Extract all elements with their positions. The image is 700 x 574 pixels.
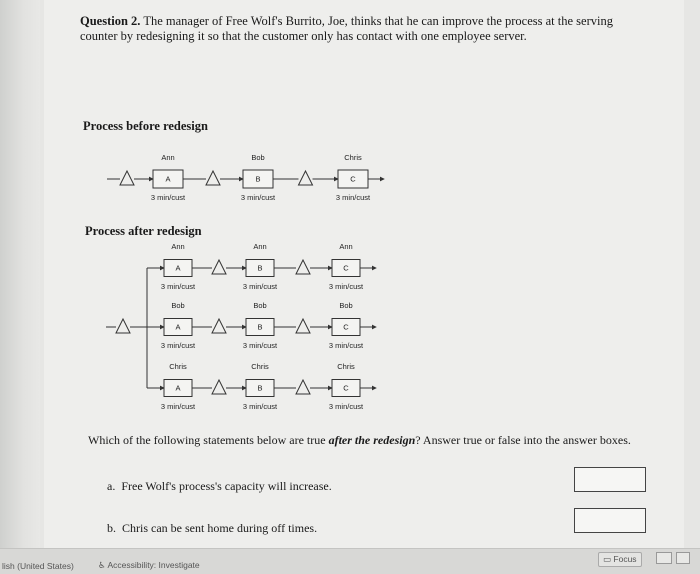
station-worker-label: Bob bbox=[251, 153, 265, 162]
station-rate-label: 3 min/cust bbox=[150, 193, 186, 202]
accessibility-icon: ♿ bbox=[98, 560, 108, 570]
station-task-label: B bbox=[257, 383, 263, 393]
print-layout-icon[interactable] bbox=[656, 552, 672, 564]
inventory-buffer-icon bbox=[116, 319, 130, 333]
statement-b bbox=[107, 521, 317, 536]
station-rate-label: 3 min/cust bbox=[328, 402, 364, 411]
station-task-label: B bbox=[257, 263, 263, 273]
inventory-buffer-icon bbox=[296, 260, 310, 274]
inventory-buffer-icon bbox=[212, 319, 226, 333]
station-rate-label: 3 min/cust bbox=[242, 282, 278, 291]
station-worker-label: Ann bbox=[161, 153, 175, 162]
station-worker-label: Ann bbox=[171, 242, 185, 251]
station-task-label: C bbox=[343, 263, 349, 273]
prompt-emphasis: after the redesign bbox=[328, 433, 416, 447]
after-process-flow bbox=[106, 242, 376, 411]
station-rate-label: 3 min/cust bbox=[160, 282, 196, 291]
statement-b-marker: b. bbox=[107, 521, 116, 535]
focus-label: Focus bbox=[613, 554, 637, 564]
station-task-label: C bbox=[343, 383, 349, 393]
answer-box-a[interactable] bbox=[574, 467, 646, 492]
question-number: Question 2. bbox=[80, 14, 141, 28]
station-worker-label: Ann bbox=[253, 242, 267, 251]
inventory-buffer-icon bbox=[299, 171, 313, 185]
station-rate-label: 3 min/cust bbox=[328, 341, 364, 350]
after-heading: Process after redesign bbox=[85, 224, 202, 238]
inventory-buffer-icon bbox=[212, 380, 226, 394]
inventory-buffer-icon bbox=[212, 260, 226, 274]
inventory-buffer-icon bbox=[206, 171, 220, 185]
status-bar bbox=[0, 548, 700, 574]
statement-a-marker: a. bbox=[107, 479, 116, 493]
accessibility-label: Accessibility: Investigate bbox=[107, 560, 200, 570]
statement-a bbox=[107, 479, 332, 494]
station-worker-label: Chris bbox=[169, 362, 187, 371]
web-layout-icon[interactable] bbox=[676, 552, 690, 564]
statement-b-text: Chris can be sent home during off times. bbox=[122, 521, 318, 535]
before-heading: Process before redesign bbox=[83, 119, 208, 133]
station-rate-label: 3 min/cust bbox=[335, 193, 371, 202]
station-task-label: A bbox=[175, 383, 181, 393]
inventory-buffer-icon bbox=[296, 380, 310, 394]
question-prompt bbox=[88, 433, 648, 448]
inventory-buffer-icon bbox=[120, 171, 134, 185]
focus-button[interactable] bbox=[598, 552, 642, 567]
station-task-label: A bbox=[165, 174, 171, 184]
accessibility-status[interactable] bbox=[98, 560, 200, 571]
statement-a-text: Free Wolf's process's capacity will increase. bbox=[121, 479, 332, 493]
focus-icon: ▭ bbox=[603, 554, 614, 564]
inventory-buffer-icon bbox=[296, 319, 310, 333]
station-rate-label: 3 min/cust bbox=[240, 193, 276, 202]
station-worker-label: Ann bbox=[339, 242, 353, 251]
prompt-start: Which of the following statements below are true bbox=[88, 433, 329, 447]
station-task-label: C bbox=[350, 174, 356, 184]
station-task-label: C bbox=[343, 322, 349, 332]
station-worker-label: Chris bbox=[337, 362, 355, 371]
station-worker-label: Chris bbox=[344, 153, 362, 162]
station-worker-label: Chris bbox=[251, 362, 269, 371]
answer-box-b[interactable] bbox=[574, 508, 646, 533]
station-rate-label: 3 min/cust bbox=[242, 341, 278, 350]
station-task-label: B bbox=[255, 174, 261, 184]
question-text: The manager of Free Wolf's Burrito, Joe, thinks that he can improve the process at the serving counter by redesigning it so that the customer only has contact with one employee server. bbox=[80, 14, 613, 43]
station-rate-label: 3 min/cust bbox=[160, 341, 196, 350]
station-worker-label: Bob bbox=[339, 301, 353, 310]
station-rate-label: 3 min/cust bbox=[160, 402, 196, 411]
station-worker-label: Bob bbox=[253, 301, 267, 310]
prompt-end: ? Answer true or false into the answer boxes. bbox=[415, 433, 631, 447]
station-rate-label: 3 min/cust bbox=[242, 402, 278, 411]
before-process-flow bbox=[107, 153, 384, 202]
station-rate-label: 3 min/cust bbox=[328, 282, 364, 291]
station-task-label: B bbox=[257, 322, 263, 332]
language-status[interactable]: lish (United States) bbox=[2, 561, 74, 571]
station-task-label: A bbox=[175, 263, 181, 273]
station-task-label: A bbox=[175, 322, 181, 332]
station-worker-label: Bob bbox=[171, 301, 185, 310]
